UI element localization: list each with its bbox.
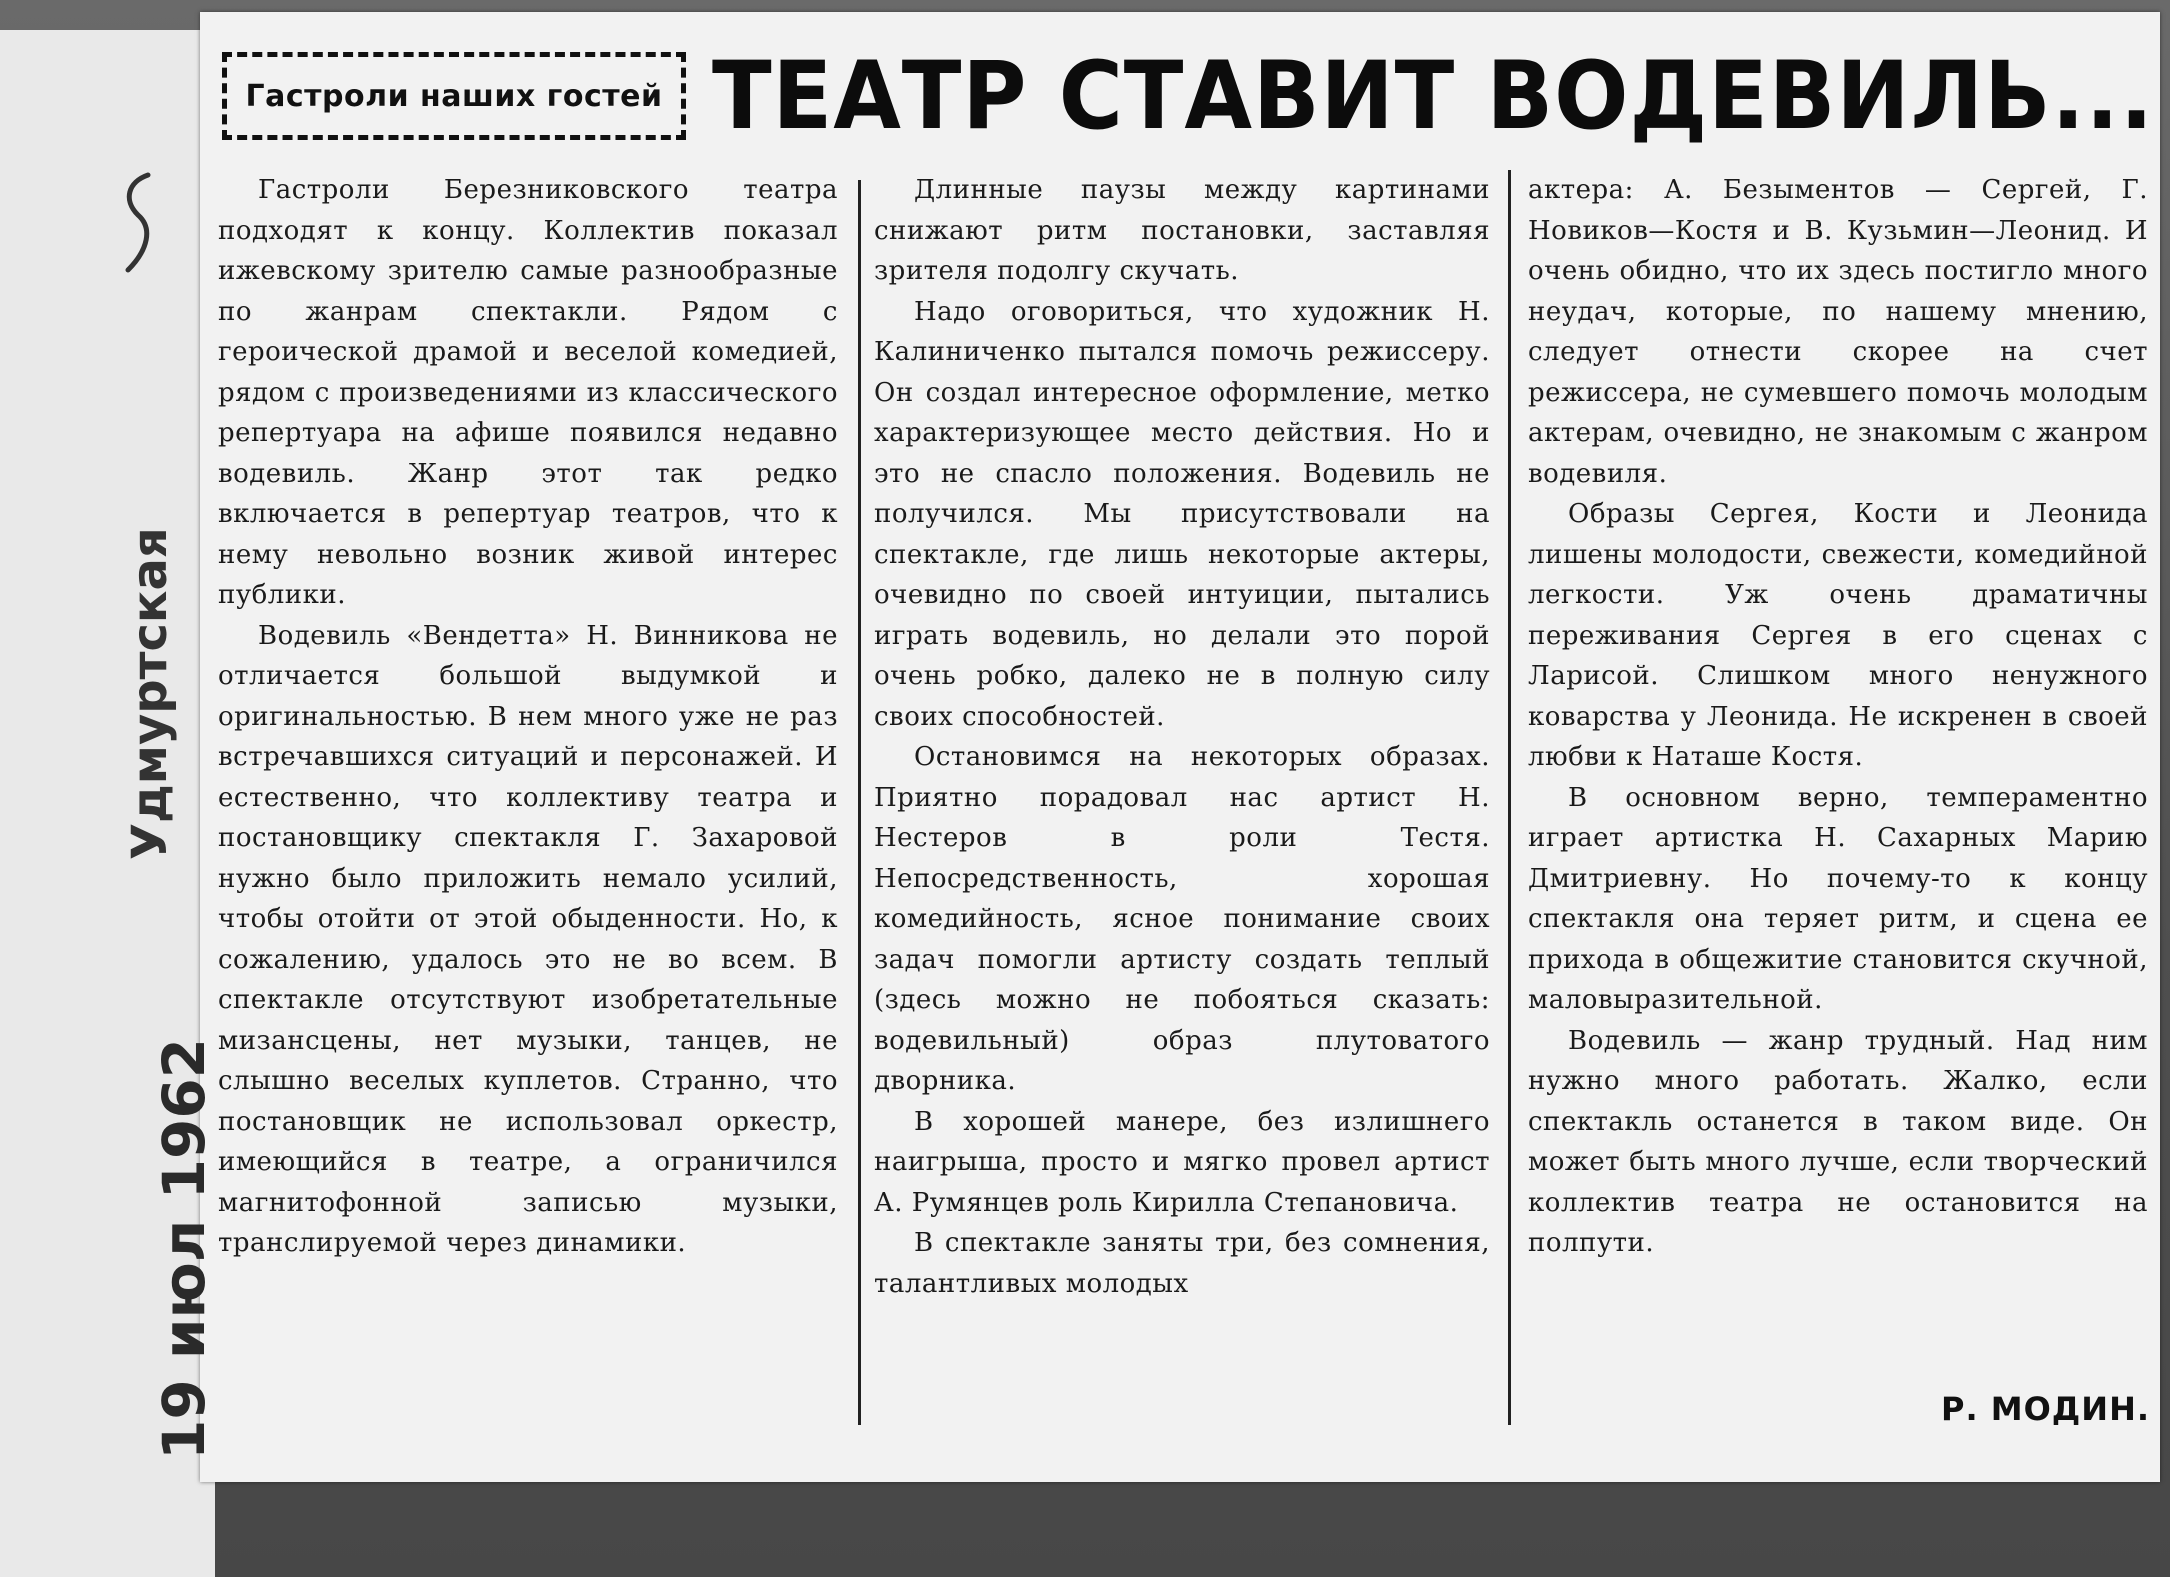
paragraph: В хорошей манере, без излишнего наигрыша, просто и мягко провел артист А. Румянцев роль Кирилла Степановича. (874, 1106, 1490, 1218)
handwritten-mark-icon (108, 170, 168, 280)
article-headline: ТЕАТР СТАВИТ ВОДЕВИЛЬ... (712, 42, 2154, 151)
paragraph: Гастроли Березниковского театра подходят к концу. Коллектив показал ижевскому зрителю самые разнообразные по жанрам спектакли. Рядом с героической драмой и веселой комедией, рядом с произведениями из классического репертуара на афише появился недавно водевиль. Жанр этот так редко включается в репертуар театров, что к нему невольно возник живой интерес публики. (218, 175, 838, 610)
author-signature: Р. МОДИН. (1940, 1390, 2150, 1428)
handwritten-source: Удмуртская (122, 527, 178, 860)
paragraph: Надо оговориться, что художник Н. Калиниченко пытался помочь режиссеру. Он создал интересное оформление, метко характеризующее место действия. Но и это не спасло положения. Водевиль не получился. Мы присутствовали на спектакле, где лишь некоторые актеры, очевидно по своей интуиции, пытались играть водевиль, но делали это порой очень робко, далеко не в полную силу своих способностей. (874, 296, 1490, 732)
column-divider (858, 180, 861, 1425)
paragraph: Водевиль — жанр трудный. Над ним нужно много работать. Жалко, если спектакль останется в таком виде. Он может быть много лучше, если творческий коллектив театра не остановится на полпути. (1528, 1025, 2148, 1258)
paragraph: Образы Сергея, Кости и Леонида лишены молодости, свежести, комедийной легкости. Уж очень драматичны переживания Сергея в его сценах с Ларисой. Слишком много ненужного коварства у Леонида. Не искренен в своей любви к Наташе Костя. (1528, 499, 2148, 772)
article-column-2 (874, 170, 1490, 1304)
paragraph: В спектакле заняты три, без сомнения, талантливых молодых (874, 1228, 1490, 1299)
article-column-1 (218, 170, 838, 1264)
paragraph: Длинные паузы между картинами снижают ритм постановки, заставляя зрителя подолгу скучать. (874, 175, 1490, 286)
paragraph: Водевиль «Вендетта» Н. Винникова не отличается большой выдумкой и оригинальностью. В нем много уже не раз встречавшихся ситуаций и персонажей. И естественно, что коллективу театра и постановщику спектакля Г. Захаровой нужно было приложить немало усилий, чтобы отойти от этой обыденности. Но, к сожалению, удалось это не во всем. В спектакле отсутствуют изобретательные мизансцены, нет музыки, танцев, не слышно веселых куплетов. Странно, что постановщик не использовал оркестр, имеющийся в театре, а ограничился магнитофонной записью музыки, транслируемой через динамики. (218, 620, 838, 1258)
rubric-label: Гастроли наших гостей (245, 78, 663, 114)
handwritten-date: 19 июл 1962 (150, 1037, 218, 1460)
paragraph: актера: А. Безыментов — Сергей, Г. Новиков—Костя и В. Кузьмин—Леонид. И очень обидно, что их здесь постигло много неудач, которые, по нашему мнению, следует отнести скорее на счет режиссера, не сумевшего помочь молодым актерам, очевидно, не знакомым с жанром водевиля. (1528, 175, 2148, 489)
paragraph: В основном верно, темпераментно играет артистка Н. Сахарных Марию Дмитриевну. Но почему-то к концу спектакля она теряет ритм, и сцена ее прихода в общежитие становится скучной, маловыразительной. (1528, 782, 2148, 1015)
column-divider (1508, 170, 1511, 1425)
article-column-3 (1528, 170, 2148, 1264)
rubric-box (222, 52, 686, 140)
paragraph: Остановимся на некоторых образах. Приятно порадовал нас артист Н. Нестеров в роли Тестя. Непосредственность, хорошая комедийность, ясное понимание своих задач помогли артисту создать теплый (здесь можно не побояться сказать: водевильный) образ плутоватого дворника. (874, 742, 1490, 1096)
